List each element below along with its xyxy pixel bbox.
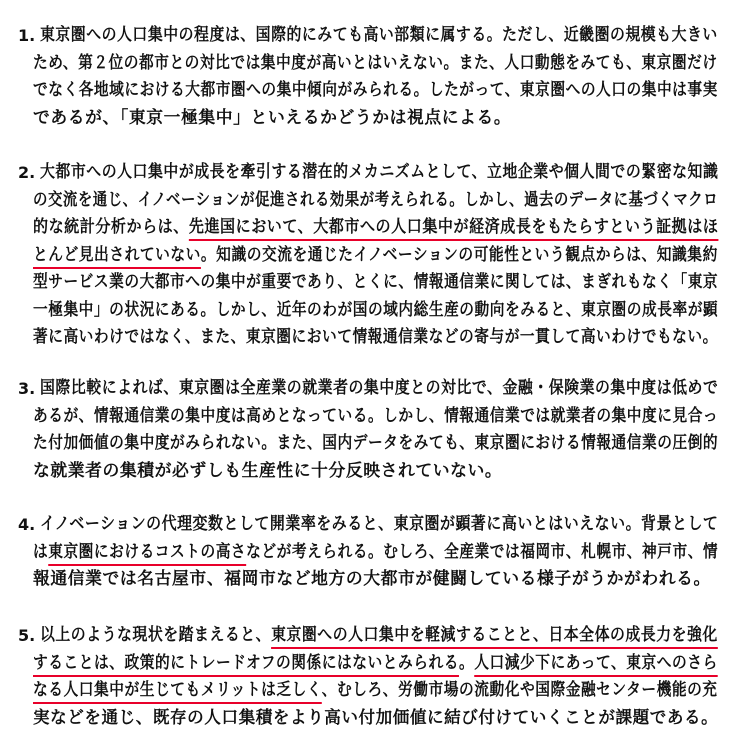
text-segment: 以上のような現状を踏まえると、 (40, 624, 272, 644)
text-line (33, 102, 511, 132)
underlined-text: とんど見出されていない (33, 243, 201, 264)
underlined-text: することは、政策的にトレードオフの関係にはないとみられる (33, 651, 459, 672)
text-line (40, 372, 718, 402)
text-segment: 、むしろ、労働市場の流動化や国際金融センター機能の充 (321, 679, 718, 699)
text-segment: 型サービス業の大都市への集中が重要であり、とくに、情報通信業に関しては、まぎれもなく「東京 (33, 271, 719, 291)
text-line (40, 156, 718, 186)
underlined-text: 人口減少下にあって、東京へのさら (474, 651, 718, 672)
text-segment: であるが、「東京一極集中」といえるかどうかは視点による。 (33, 106, 512, 127)
text-line (33, 321, 718, 351)
text-segment: は (33, 540, 49, 561)
text-line (40, 19, 718, 49)
text-segment: 国際比較によれば、東京圏は全産業の就業者の集中度との対比で、金融・保険業の集中度は低めで (40, 377, 719, 397)
text-line (33, 47, 718, 77)
text-line (33, 239, 718, 269)
text-segment: の交流を通じ、イノベーションが促進される効果が考えられる。しかし、過去のデータに基づくマクロ (33, 188, 719, 209)
text-line (33, 184, 718, 214)
text-segment: た付加価値の集中度がみられない。また、国内データをみても、東京圏における情報通信業の圧倒的 (33, 432, 719, 452)
text-line (33, 702, 718, 732)
text-line (33, 427, 718, 457)
text-segment: 。知識の交流を通じたイノベーションの可能性という観点からは、知識集約 (200, 243, 718, 264)
paragraph-number: 5. (18, 626, 36, 645)
text-line (33, 266, 718, 296)
text-segment: などが考えられる。むしろ、全産業では福岡市、札幌市、神戸市、情 (246, 540, 719, 561)
text-line (33, 647, 718, 677)
text-segment: な就業者の集積が必ずしも生産性に十分反映されていない。 (33, 459, 503, 480)
text-segment: 的な統計分析からは、 (33, 216, 189, 236)
text-line (33, 536, 718, 566)
paragraph-number: 2. (18, 163, 36, 182)
text-segment: 一極集中」の状況にある。しかし、近年のわが国の域内総生産の動向をみると、東京圏の成長率が顕 (33, 298, 719, 319)
underlined-text: 東京圏への人口集中を軽減することと、日本全体の成長力を強化 (271, 624, 718, 644)
text-segment: ため、第２位の都市との対比では集中度が高いとはいえない。また、人口動態をみても、東京圏だけ (33, 51, 718, 72)
text-segment: イノベーションの代理変数として開業率をみると、東京圏が顕著に高いとはいえない。背景として (40, 513, 719, 533)
text-line (40, 619, 718, 649)
text-segment: でなく各地域における大都市圏への集中傾向がみられる。したがって、東京圏への人口の集中は事実 (33, 79, 718, 99)
paragraph-number: 1. (18, 26, 36, 45)
text-line (33, 563, 711, 593)
text-segment: 東京圏への人口集中の程度は、国際的にみても高い部類に属する。ただし、近畿圏の規模も大きい (40, 24, 718, 44)
text-line (33, 294, 718, 324)
text-segment: 。 (458, 651, 475, 672)
text-line (40, 508, 718, 538)
text-line (33, 400, 718, 430)
text-line (33, 211, 718, 241)
text-segment: 実などを通じ、既存の人口集積をより高い付加価値に結び付けていくことが課題である。 (33, 706, 719, 727)
underlined-text: 先進国において、大都市への人口集中が経済成長をもたらすという証拠はほ (188, 216, 719, 236)
text-segment: 報通信業では名古屋市、福岡市など地方の大都市が健闘している様子がうかがわれる。 (33, 568, 711, 588)
text-segment: 大都市への人口集中が成長を牽引する潜在的メカニズムとして、立地企業や個人間での緊密な知識 (40, 161, 719, 181)
underlined-text: なる人口集中が生じてもメリットは乏しく (33, 679, 322, 699)
paragraph-number: 4. (18, 515, 36, 534)
text-line (33, 455, 502, 485)
text-line (33, 74, 718, 104)
text-segment: 著に高いわけではなく、また、東京圏において情報通信業などの寄与が一貫して高いわけでもない。 (33, 326, 718, 346)
text-line (33, 674, 718, 704)
underlined-text: 東京圏におけるコストの高さ (48, 540, 247, 561)
text-segment: あるが、情報通信業の集中度は高めとなっている。しかし、情報通信業では就業者の集中度に見合っ (33, 404, 719, 425)
paragraph-number: 3. (18, 379, 36, 398)
